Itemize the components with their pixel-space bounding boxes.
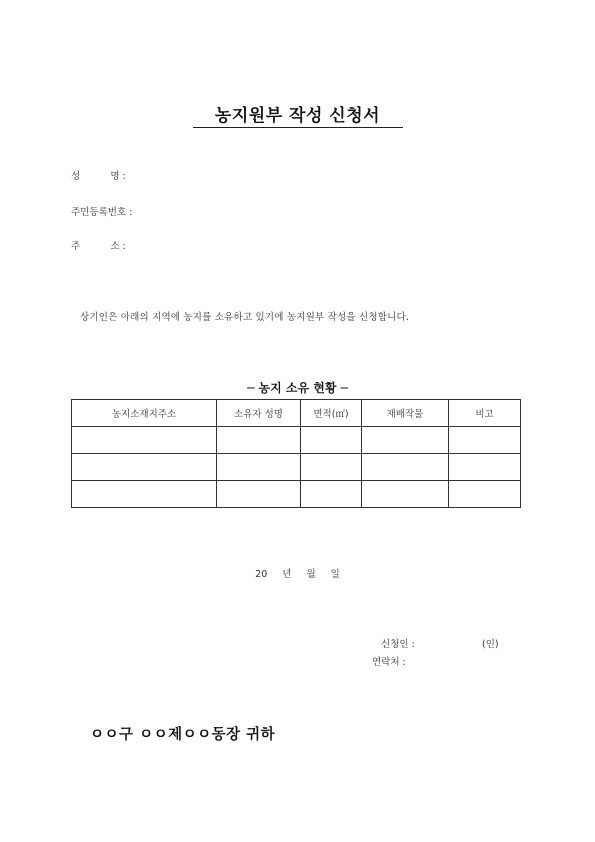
- cell-remarks[interactable]: [449, 481, 521, 508]
- recipient-line: ㅇㅇ구 ㅇㅇ제ㅇㅇ동장 귀하: [90, 727, 276, 743]
- header-farmland-address: 농지소재지주소: [72, 400, 217, 427]
- cell-farmland-address[interactable]: [72, 481, 217, 508]
- cell-area[interactable]: [301, 481, 362, 508]
- table-row: [72, 427, 521, 454]
- cell-farmland-address[interactable]: [72, 427, 217, 454]
- header-owner-name: 소유자 성명: [217, 400, 301, 427]
- header-crop: 재배작물: [362, 400, 449, 427]
- cell-remarks[interactable]: [449, 427, 521, 454]
- application-date: 20 년 월 일: [255, 569, 340, 580]
- contact-label: 연락처 :: [372, 657, 406, 668]
- document-title: 농지원부 작성 신청서: [214, 106, 381, 126]
- cell-owner-name[interactable]: [217, 481, 301, 508]
- cell-crop[interactable]: [362, 427, 449, 454]
- cell-area[interactable]: [301, 427, 362, 454]
- cell-area[interactable]: [301, 454, 362, 481]
- cell-remarks[interactable]: [449, 454, 521, 481]
- header-area: 면적(㎡): [301, 400, 362, 427]
- seal-mark: (인): [482, 639, 499, 650]
- cell-owner-name[interactable]: [217, 454, 301, 481]
- farmland-ownership-table: [71, 399, 521, 508]
- id-number-label: 주민등록번호 :: [71, 207, 133, 218]
- application-statement: 상기인은 아래의 지역에 농지를 소유하고 있기에 농지원부 작성을 신청합니다.: [80, 312, 410, 323]
- applicant-label: 신청인 :: [381, 639, 415, 650]
- table-row: [72, 481, 521, 508]
- table-row: [72, 454, 521, 481]
- header-remarks: 비고: [449, 400, 521, 427]
- name-label: 성 명 :: [71, 171, 126, 182]
- title-underline: [193, 127, 403, 128]
- cell-farmland-address[interactable]: [72, 454, 217, 481]
- cell-crop[interactable]: [362, 481, 449, 508]
- cell-owner-name[interactable]: [217, 427, 301, 454]
- cell-crop[interactable]: [362, 454, 449, 481]
- address-label: 주 소 :: [71, 241, 126, 252]
- table-title: ─ 농지 소유 현황 ─: [247, 381, 348, 395]
- table-header-row: [72, 400, 521, 427]
